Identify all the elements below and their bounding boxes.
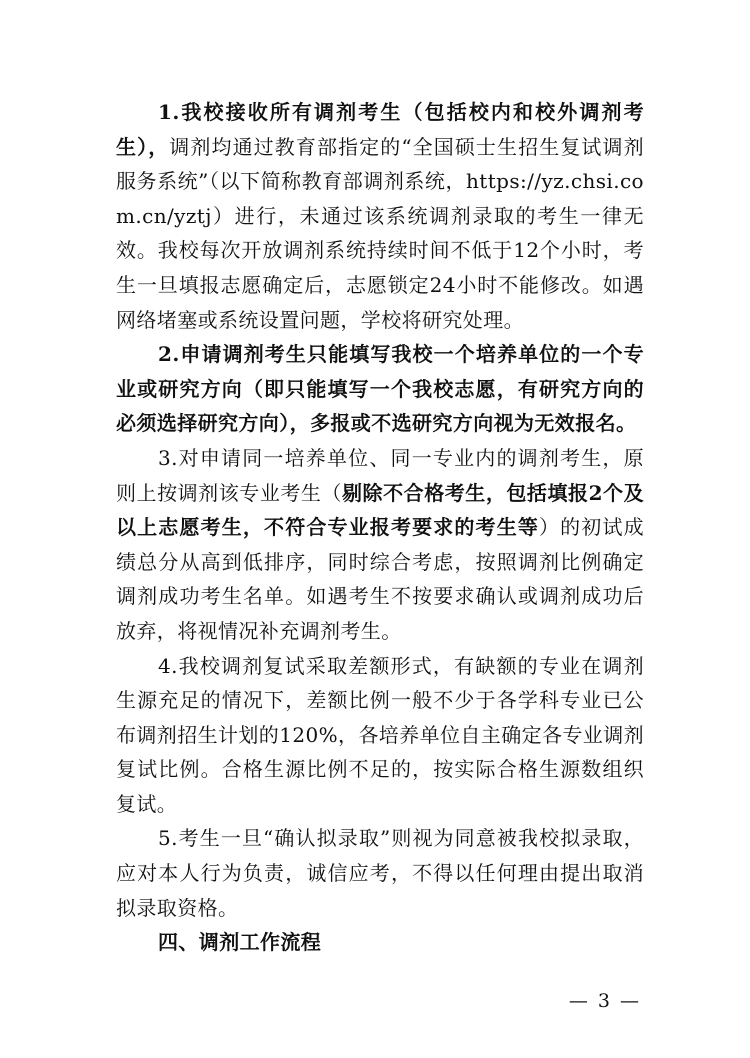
paragraph-3-text-end: ）的初试成绩总分从高到低排序，同时综合考虑，按照调剂比例确定调剂成功考生名单。如遇考生不按要求确认或调剂成功后放弃，将视情况补充调剂考生。 bbox=[116, 515, 644, 643]
paragraph-4-text: 4.我校调剂复试采取差额形式，有缺额的专业在调剂生源充足的情况下，差额比例一般不少于各学科专业已公布调剂招生计划的120%，各培养单位自主确定各专业调剂复试比例。合格生源比例不足的，按实际合格生源数组织复试。 bbox=[116, 653, 644, 816]
paragraph-4 bbox=[116, 649, 644, 822]
paragraph-3-text-start: 3.对申请同一培养单位、同一专业内的调剂考生，原则上按调剂该专业考生（ bbox=[116, 445, 644, 505]
paragraph-2 bbox=[116, 337, 644, 441]
document-body bbox=[116, 95, 644, 960]
paragraph-1 bbox=[116, 95, 644, 337]
paragraph-5-text: 5.考生一旦“确认拟录取”则视为同意被我校拟录取，应对本人行为负责，诚信应考，不得以任何理由提出取消拟录取资格。 bbox=[116, 826, 644, 920]
paragraph-5 bbox=[116, 821, 644, 925]
paragraph-3-bold-text: 剔除不合格考生，包括填报2个及以上志愿考生，不符合专业报考要求的考生等 bbox=[116, 480, 644, 540]
paragraph-3 bbox=[116, 441, 644, 649]
section-heading: 四、调剂工作流程 bbox=[158, 930, 322, 955]
paragraph-1-text: 调剂均通过教育部指定的“全国硕士生招生复试调剂服务系统”（以下简称教育部调剂系统，https://yz.chsi.com.cn/yztj）进行，未通过该系统调剂录取的考生一律无效。我校每次开放调剂系统持续时间不低于12个小时，考生一旦填报志愿确定后，志愿锁定24小时不能修改。如遇网络堵塞或系统设置问题，学校将研究处理。 bbox=[116, 134, 644, 332]
paragraph-1-bold-lead: 1.我校接收所有调剂考生（包括校内和校外调剂考生）， bbox=[116, 100, 644, 159]
page-number: — 3 — bbox=[568, 990, 641, 1012]
paragraph-2-bold-text: 2.申请调剂考生只能填写我校一个培养单位的一个专业或研究方向（即只能填写一个我校志愿，有研究方向的必须选择研究方向），多报或不选研究方向视为无效报名。 bbox=[116, 342, 644, 436]
